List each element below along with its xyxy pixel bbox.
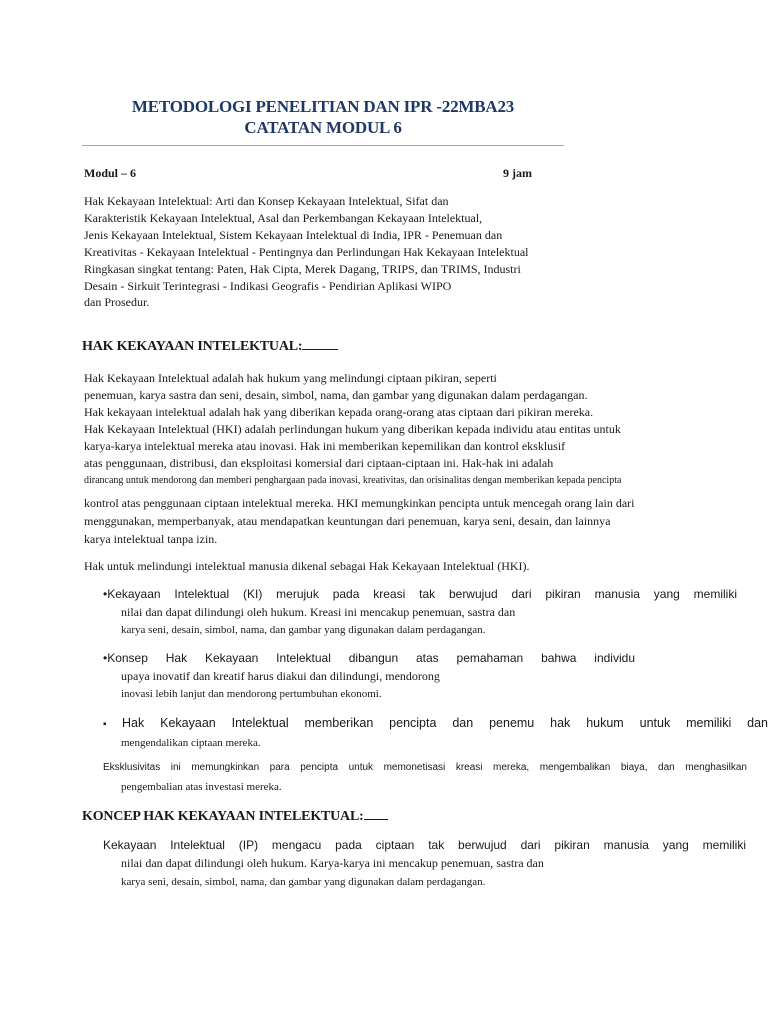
module-duration: 9 jam xyxy=(503,166,532,180)
syllabus-line: dan Prosedur. xyxy=(84,295,150,309)
bullet-line: •Konsep Hak Kekayaan Intelektual dibangun atas pemahaman bahwa individu xyxy=(103,651,635,665)
header-divider xyxy=(82,145,564,146)
document-title-line2: CATATAN MODUL 6 xyxy=(244,118,402,137)
syllabus-line: Desain - Sirkuit Terintegrasi - Indikasi Geografis - Pendirian Aplikasi WIPO xyxy=(84,279,452,293)
bullet-line: •Kekayaan Intelektual (KI) merujuk pada kreasi tak berwujud dari pikiran manusia yang memiliki xyxy=(103,587,737,601)
body-line: nilai dan dapat dilindungi oleh hukum. Karya-karya ini mencakup penemuan, sastra dan xyxy=(121,856,544,870)
document-title-line1: METODOLOGI PENELITIAN DAN IPR -22MBA23 xyxy=(131,97,515,116)
bullet-line: nilai dan dapat dilindungi oleh hukum. Kreasi ini mencakup penemuan, sastra dan xyxy=(121,605,516,619)
bullet-line: upaya inovatif dan kreatif harus diakui dan dilindungi, mendorong xyxy=(121,669,440,683)
exclusivity-line: Eksklusivitas ini memungkinkan para pencipta untuk memonetisasi kreasi mereka, mengembalikan biaya, dan menghasilkan xyxy=(103,762,747,773)
syllabus-line: Karakteristik Kekayaan Intelektual, Asal dan Perkembangan Kekayaan Intelektual, xyxy=(84,211,483,225)
bullet-line: Hak Kekayaan Intelektual memberikan pencipta dan penemu hak hukum untuk memiliki dan xyxy=(122,716,768,730)
bullet-line: karya seni, desain, simbol, nama, dan gambar yang digunakan dalam perdagangan. xyxy=(121,624,486,636)
body-line: Kekayaan Intelektual (IP) mengacu pada ciptaan tak berwujud dari pikiran manusia yang memiliki xyxy=(103,838,746,852)
section-heading-hki: HAK KEKAYAAN INTELEKTUAL: xyxy=(82,339,338,355)
syllabus-line: Ringkasan singkat tentang: Paten, Hak Cipta, Merek Dagang, TRIPS, dan TRIMS, Industri xyxy=(84,262,521,276)
body-line: karya seni, desain, simbol, nama, dan gambar yang digunakan dalam perdagangan. xyxy=(121,876,486,888)
body-line: karya-karya intelektual mereka atau inovasi. Hak ini memberikan kepemilikan dan kontrol eksklusif xyxy=(84,439,566,453)
body-line: kontrol atas penggunaan ciptaan intelektual mereka. HKI memungkinkan pencipta untuk mencegah orang lain dari xyxy=(84,496,635,510)
bullet-line: inovasi lebih lanjut dan mendorong pertumbuhan ekonomi. xyxy=(121,688,382,700)
exclusivity-line: pengembalian atas investasi mereka. xyxy=(121,781,282,793)
square-bullet-icon: ▪ xyxy=(103,719,107,730)
hki-summary: Hak untuk melindungi intelektual manusia dikenal sebagai Hak Kekayaan Intelektual (HKI). xyxy=(84,559,530,573)
bullet-line: mengendalikan ciptaan mereka. xyxy=(121,737,261,749)
body-line-small: dirancang untuk mendorong dan memberi penghargaan pada inovasi, kreativitas, dan orisinalitas dengan memberikan kepada pencipta xyxy=(84,475,622,486)
body-line: Hak kekayaan intelektual adalah hak yang diberikan kepada orang-orang atas ciptaan dari pikiran mereka. xyxy=(84,405,594,419)
body-line: Hak Kekayaan Intelektual adalah hak hukum yang melindungi ciptaan pikiran, seperti xyxy=(84,371,497,385)
body-line: menggunakan, memperbanyak, atau mendapatkan keuntungan dari penemuan, karya seni, desain, dan lainnya xyxy=(84,514,611,528)
body-line: penemuan, karya sastra dan seni, desain, simbol, nama, dan gambar yang digunakan dalam perdagangan. xyxy=(84,388,588,402)
section-heading-konsep: KONCEP HAK KEKAYAAN INTELEKTUAL: xyxy=(82,809,388,825)
syllabus-line: Jenis Kekayaan Intelektual, Sistem Kekayaan Intelektual di India, IPR - Penemuan dan xyxy=(84,228,503,242)
body-line: Hak Kekayaan Intelektual (HKI) adalah perlindungan hukum yang diberikan kepada individu atau entitas untuk xyxy=(84,422,621,436)
body-line: karya intelektual tanpa izin. xyxy=(84,532,218,546)
syllabus-line: Hak Kekayaan Intelektual: Arti dan Konsep Kekayaan Intelektual, Sifat dan xyxy=(84,194,449,208)
body-line: atas penggunaan, distribusi, dan eksploitasi komersial dari ciptaan-ciptaan ini. Hak-hak ini adalah xyxy=(84,456,554,470)
syllabus-line: Kreativitas - Kekayaan Intelektual - Pentingnya dan Perlindungan Hak Kekayaan Intelektual xyxy=(84,245,529,259)
module-label: Modul – 6 xyxy=(84,166,137,180)
